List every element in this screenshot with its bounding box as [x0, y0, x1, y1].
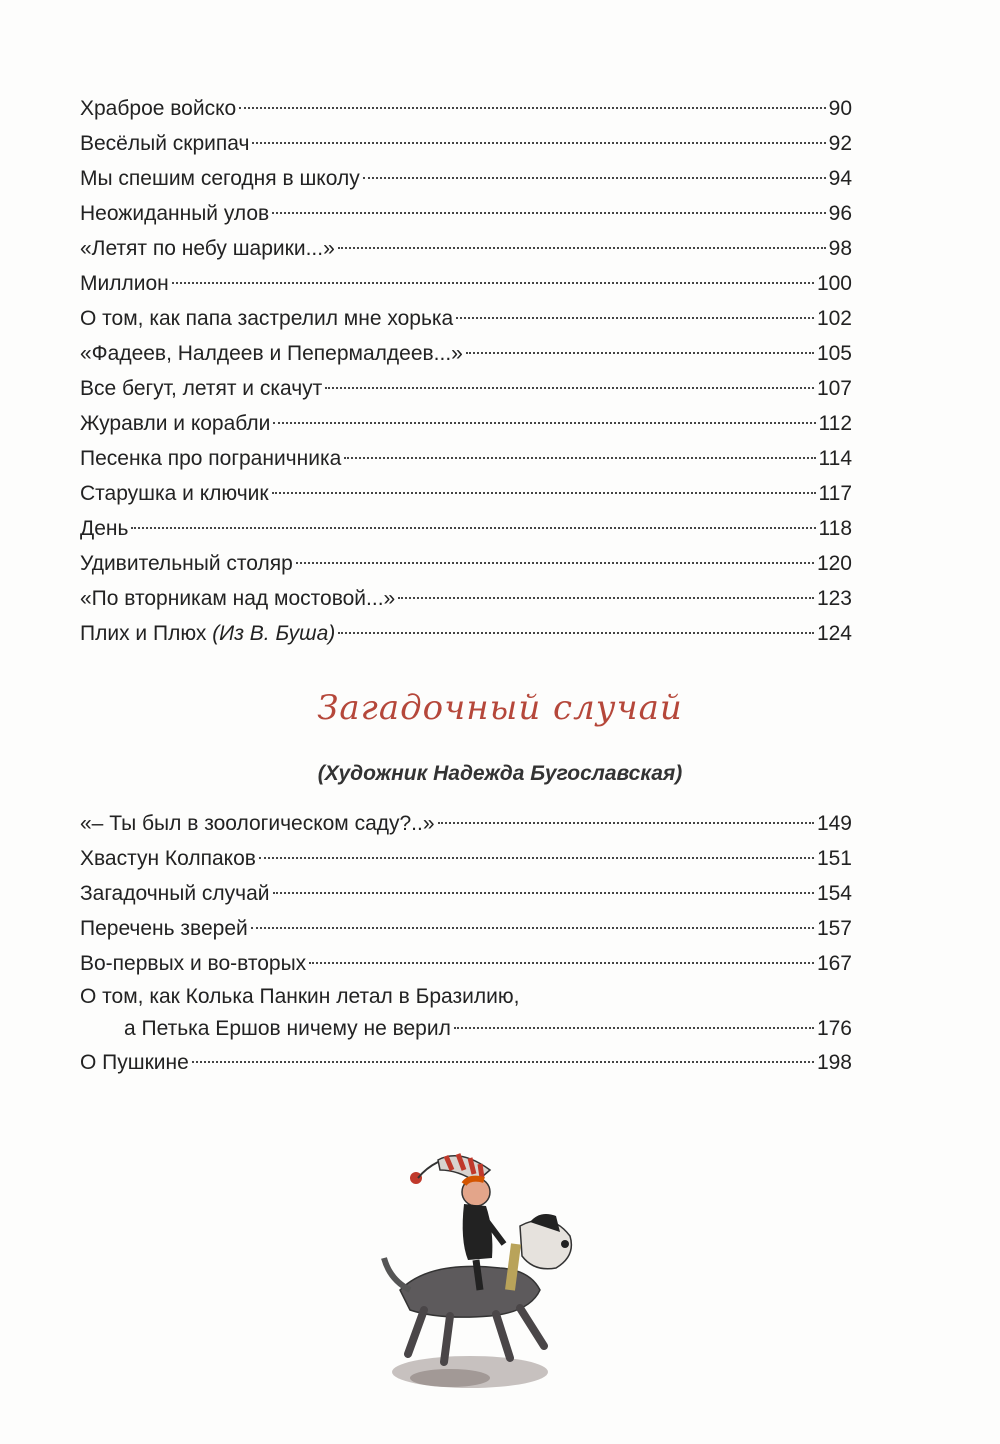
toc-entry[interactable]: «Фадеев, Налдеев и Пепермалдеев...» 105	[80, 336, 852, 371]
toc-entry[interactable]: Удивительный столяр 120	[80, 546, 852, 581]
boy-riding-dog-illustration	[380, 1140, 590, 1400]
entry-title-line1: О том, как Колька Панкин летал в Бразилию,	[80, 985, 520, 1008]
dot-leader	[338, 247, 826, 249]
toc-entry[interactable]: Песенка про пограничника 114	[80, 441, 852, 476]
toc-entry[interactable]: «– Ты был в зоологическом саду?..» 149	[80, 806, 852, 841]
toc-entry[interactable]: Перечень зверей 157	[80, 911, 852, 946]
dot-leader	[239, 107, 825, 109]
toc-entry[interactable]: Мы спешим сегодня в школу 94	[80, 161, 852, 196]
page-number: 176	[816, 1017, 852, 1040]
page-number: 117	[818, 482, 852, 505]
toc-entry[interactable]: Журавли и корабли 112	[80, 406, 852, 441]
dot-leader	[344, 457, 815, 459]
page-number: 112	[818, 412, 852, 435]
dot-leader	[273, 892, 814, 894]
page-number: 100	[816, 272, 852, 295]
page-number: 92	[828, 132, 852, 155]
toc-entry[interactable]: Весёлый скрипач 92	[80, 126, 852, 161]
dot-leader	[273, 422, 815, 424]
dot-leader	[259, 857, 814, 859]
page-number: 151	[816, 847, 852, 870]
page-number: 107	[816, 377, 852, 400]
page-number: 118	[818, 517, 852, 540]
dot-leader	[296, 562, 814, 564]
entry-title-line2: а Петька Ершов ничему не верил	[124, 1017, 451, 1040]
dot-leader	[192, 1061, 814, 1063]
page-number: 149	[816, 812, 852, 835]
toc-list-1	[80, 91, 852, 651]
dot-leader	[309, 962, 814, 964]
section-title: Загадочный случай	[317, 688, 683, 728]
toc-entry-multiline[interactable]	[80, 981, 852, 1045]
dot-leader	[272, 212, 825, 214]
page-number: 154	[816, 882, 852, 905]
dot-leader	[131, 527, 815, 529]
dot-leader	[363, 177, 826, 179]
dot-leader	[272, 492, 816, 494]
toc-entry[interactable]: Во-первых и во-вторых 167	[80, 946, 852, 981]
dot-leader	[456, 317, 814, 319]
toc-entry[interactable]: Хвастун Колпаков 151	[80, 841, 852, 876]
dot-leader	[251, 927, 814, 929]
dot-leader	[172, 282, 814, 284]
dot-leader	[252, 142, 825, 144]
dot-leader	[466, 352, 814, 354]
page-number: 123	[816, 587, 852, 610]
page-number: 90	[828, 97, 852, 120]
toc-entry[interactable]: Все бегут, летят и скачут 107	[80, 371, 852, 406]
toc-entry[interactable]: Старушка и ключик 117	[80, 476, 852, 511]
page-number: 105	[816, 342, 852, 365]
page-number: 96	[828, 202, 852, 225]
dot-leader	[438, 822, 814, 824]
section-subtitle: (Художник Надежда Бугославская)	[317, 762, 683, 785]
toc-entry[interactable]: Неожиданный улов 96	[80, 196, 852, 231]
toc-list-2	[80, 806, 852, 1080]
page-number: 120	[816, 552, 852, 575]
toc-entry[interactable]: О Пушкине 198	[80, 1045, 852, 1080]
page-number: 98	[828, 237, 852, 260]
page-number: 94	[828, 167, 852, 190]
page-number: 102	[816, 307, 852, 330]
page-number: 167	[816, 952, 852, 975]
page-number: 124	[816, 622, 852, 645]
toc-entry[interactable]: Плих и Плюх (Из В. Буша) 124	[80, 616, 852, 651]
dot-leader	[454, 1027, 814, 1029]
toc-entry[interactable]: «По вторникам над мостовой...» 123	[80, 581, 852, 616]
page-number: 114	[818, 447, 852, 470]
toc-entry[interactable]: О том, как папа застрелил мне хорька 102	[80, 301, 852, 336]
toc-entry[interactable]: День 118	[80, 511, 852, 546]
dot-leader	[338, 632, 814, 634]
toc-entry[interactable]: Миллион 100	[80, 266, 852, 301]
entry-note: (Из В. Буша)	[212, 622, 336, 645]
page-number: 198	[816, 1051, 852, 1074]
page-number: 157	[816, 917, 852, 940]
toc-entry[interactable]: Храброе войско 90	[80, 91, 852, 126]
dot-leader	[325, 387, 814, 389]
toc-entry[interactable]: «Летят по небу шарики...» 98	[80, 231, 852, 266]
dot-leader	[398, 597, 814, 599]
toc-entry[interactable]: Загадочный случай 154	[80, 876, 852, 911]
